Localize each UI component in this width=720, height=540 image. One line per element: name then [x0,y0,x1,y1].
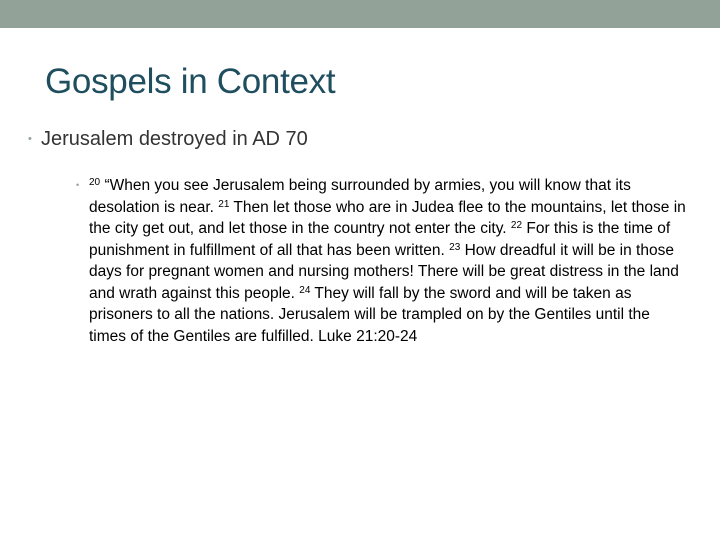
scripture-quote [76,175,689,347]
bullet-dot-icon: • [76,180,80,190]
bullet-1-text: Jerusalem destroyed in AD 70 [41,128,308,150]
verse-20-text: “When you see Jerusalem being surrounded by armies, you will know that its desolation is near. [89,177,631,216]
bullet-dot-icon: • [28,133,32,145]
verse-number-21: 21 [218,198,230,210]
verse-number-23: 23 [449,241,461,253]
top-accent-bar [0,0,720,28]
bullet-level-1 [28,126,308,152]
verse-number-24: 24 [299,284,311,296]
verse-number-20: 20 [89,177,101,188]
slide-title: Gospels in Context [45,62,336,101]
verse-number-22: 22 [510,220,523,231]
verse-22-text: For this is the time of punishment in fulfillment of all that has been written. [89,220,671,259]
verse-24-text: They will fall by the sword and will be taken as prisoners to all the nations. Jerusalem will be trampled on by the Gentiles until the times of the Gentiles are fulfilled. Luke 21:20-24 [89,284,650,345]
verse-23-text: How dreadful it will be in those days for pregnant women and nursing mothers! There will be great distress in the land and wrath against this people. [89,241,679,302]
verse-21-text: Then let those who are in Judea flee to the mountains, let those in the city get out, and let those in the country not enter the city. [89,198,686,237]
